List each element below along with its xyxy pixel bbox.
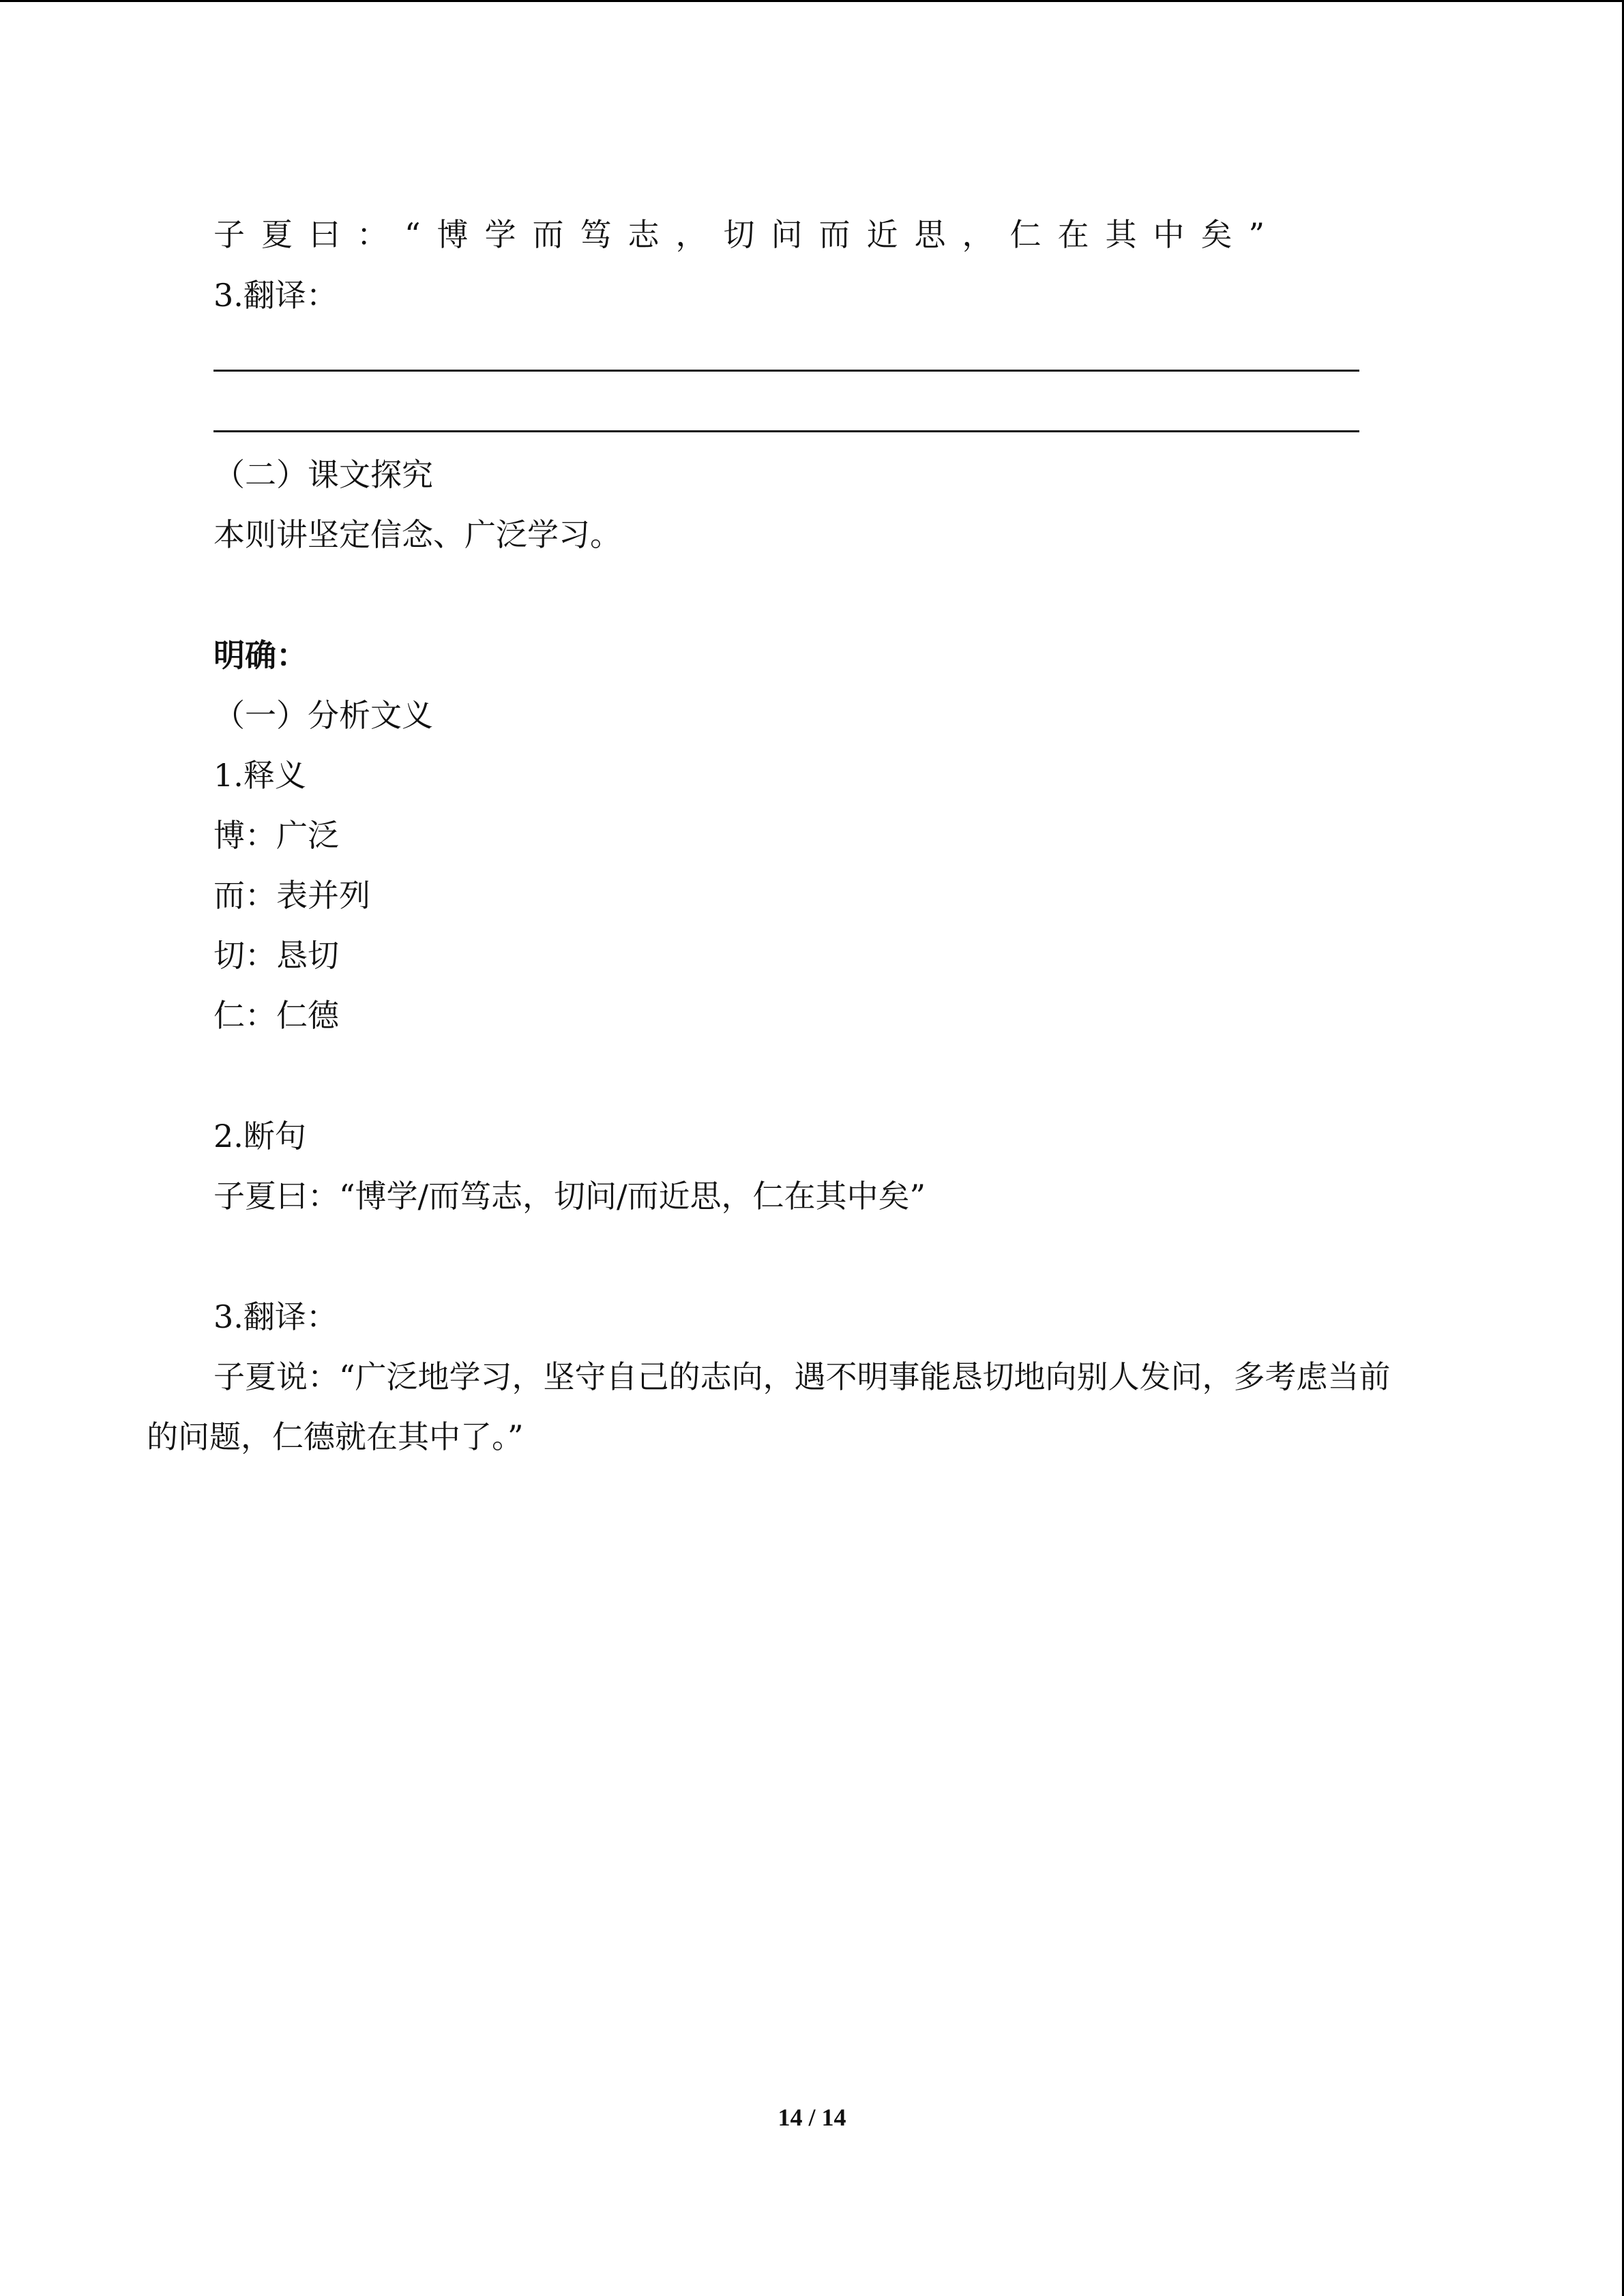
section-heading-analysis: （一）分析文义	[213, 697, 433, 734]
translation-line: 的问题，仁德就在其中了。”	[147, 1418, 524, 1455]
meaning-item: 仁：仁德	[213, 997, 339, 1034]
page-number: 14 / 14	[778, 2104, 846, 2131]
translation-line: 子夏说：“广泛地学习，坚守自己的志向，遇不明事能恳切地向别人发问，多考虑当前	[213, 1358, 1391, 1395]
pause-text: 子夏曰：“博学/而笃志，切问/而近思，仁在其中矣”	[213, 1178, 926, 1214]
page-border-top	[0, 0, 1624, 2]
meaning-item: 切：恳切	[213, 937, 339, 974]
pause-label: 2.断句	[213, 1118, 306, 1154]
translate-label: 3.翻译：	[213, 277, 338, 314]
answer-line-2[interactable]	[213, 430, 1359, 432]
meaning-item: 博：广泛	[213, 817, 339, 854]
section-heading-explore: （二）课文探究	[213, 456, 433, 493]
quote-line-spaced: 子夏曰：“博学而笃志，切问而近思，仁在其中矣”	[213, 216, 1282, 253]
answer-heading: 明确：	[213, 637, 308, 674]
meaning-label: 1.释义	[213, 757, 306, 794]
answer-line-1[interactable]	[213, 370, 1359, 372]
section-summary: 本则讲坚定信念、广泛学习。	[213, 516, 621, 553]
translate-label: 3.翻译：	[213, 1298, 338, 1335]
meaning-item: 而：表并列	[213, 877, 370, 914]
